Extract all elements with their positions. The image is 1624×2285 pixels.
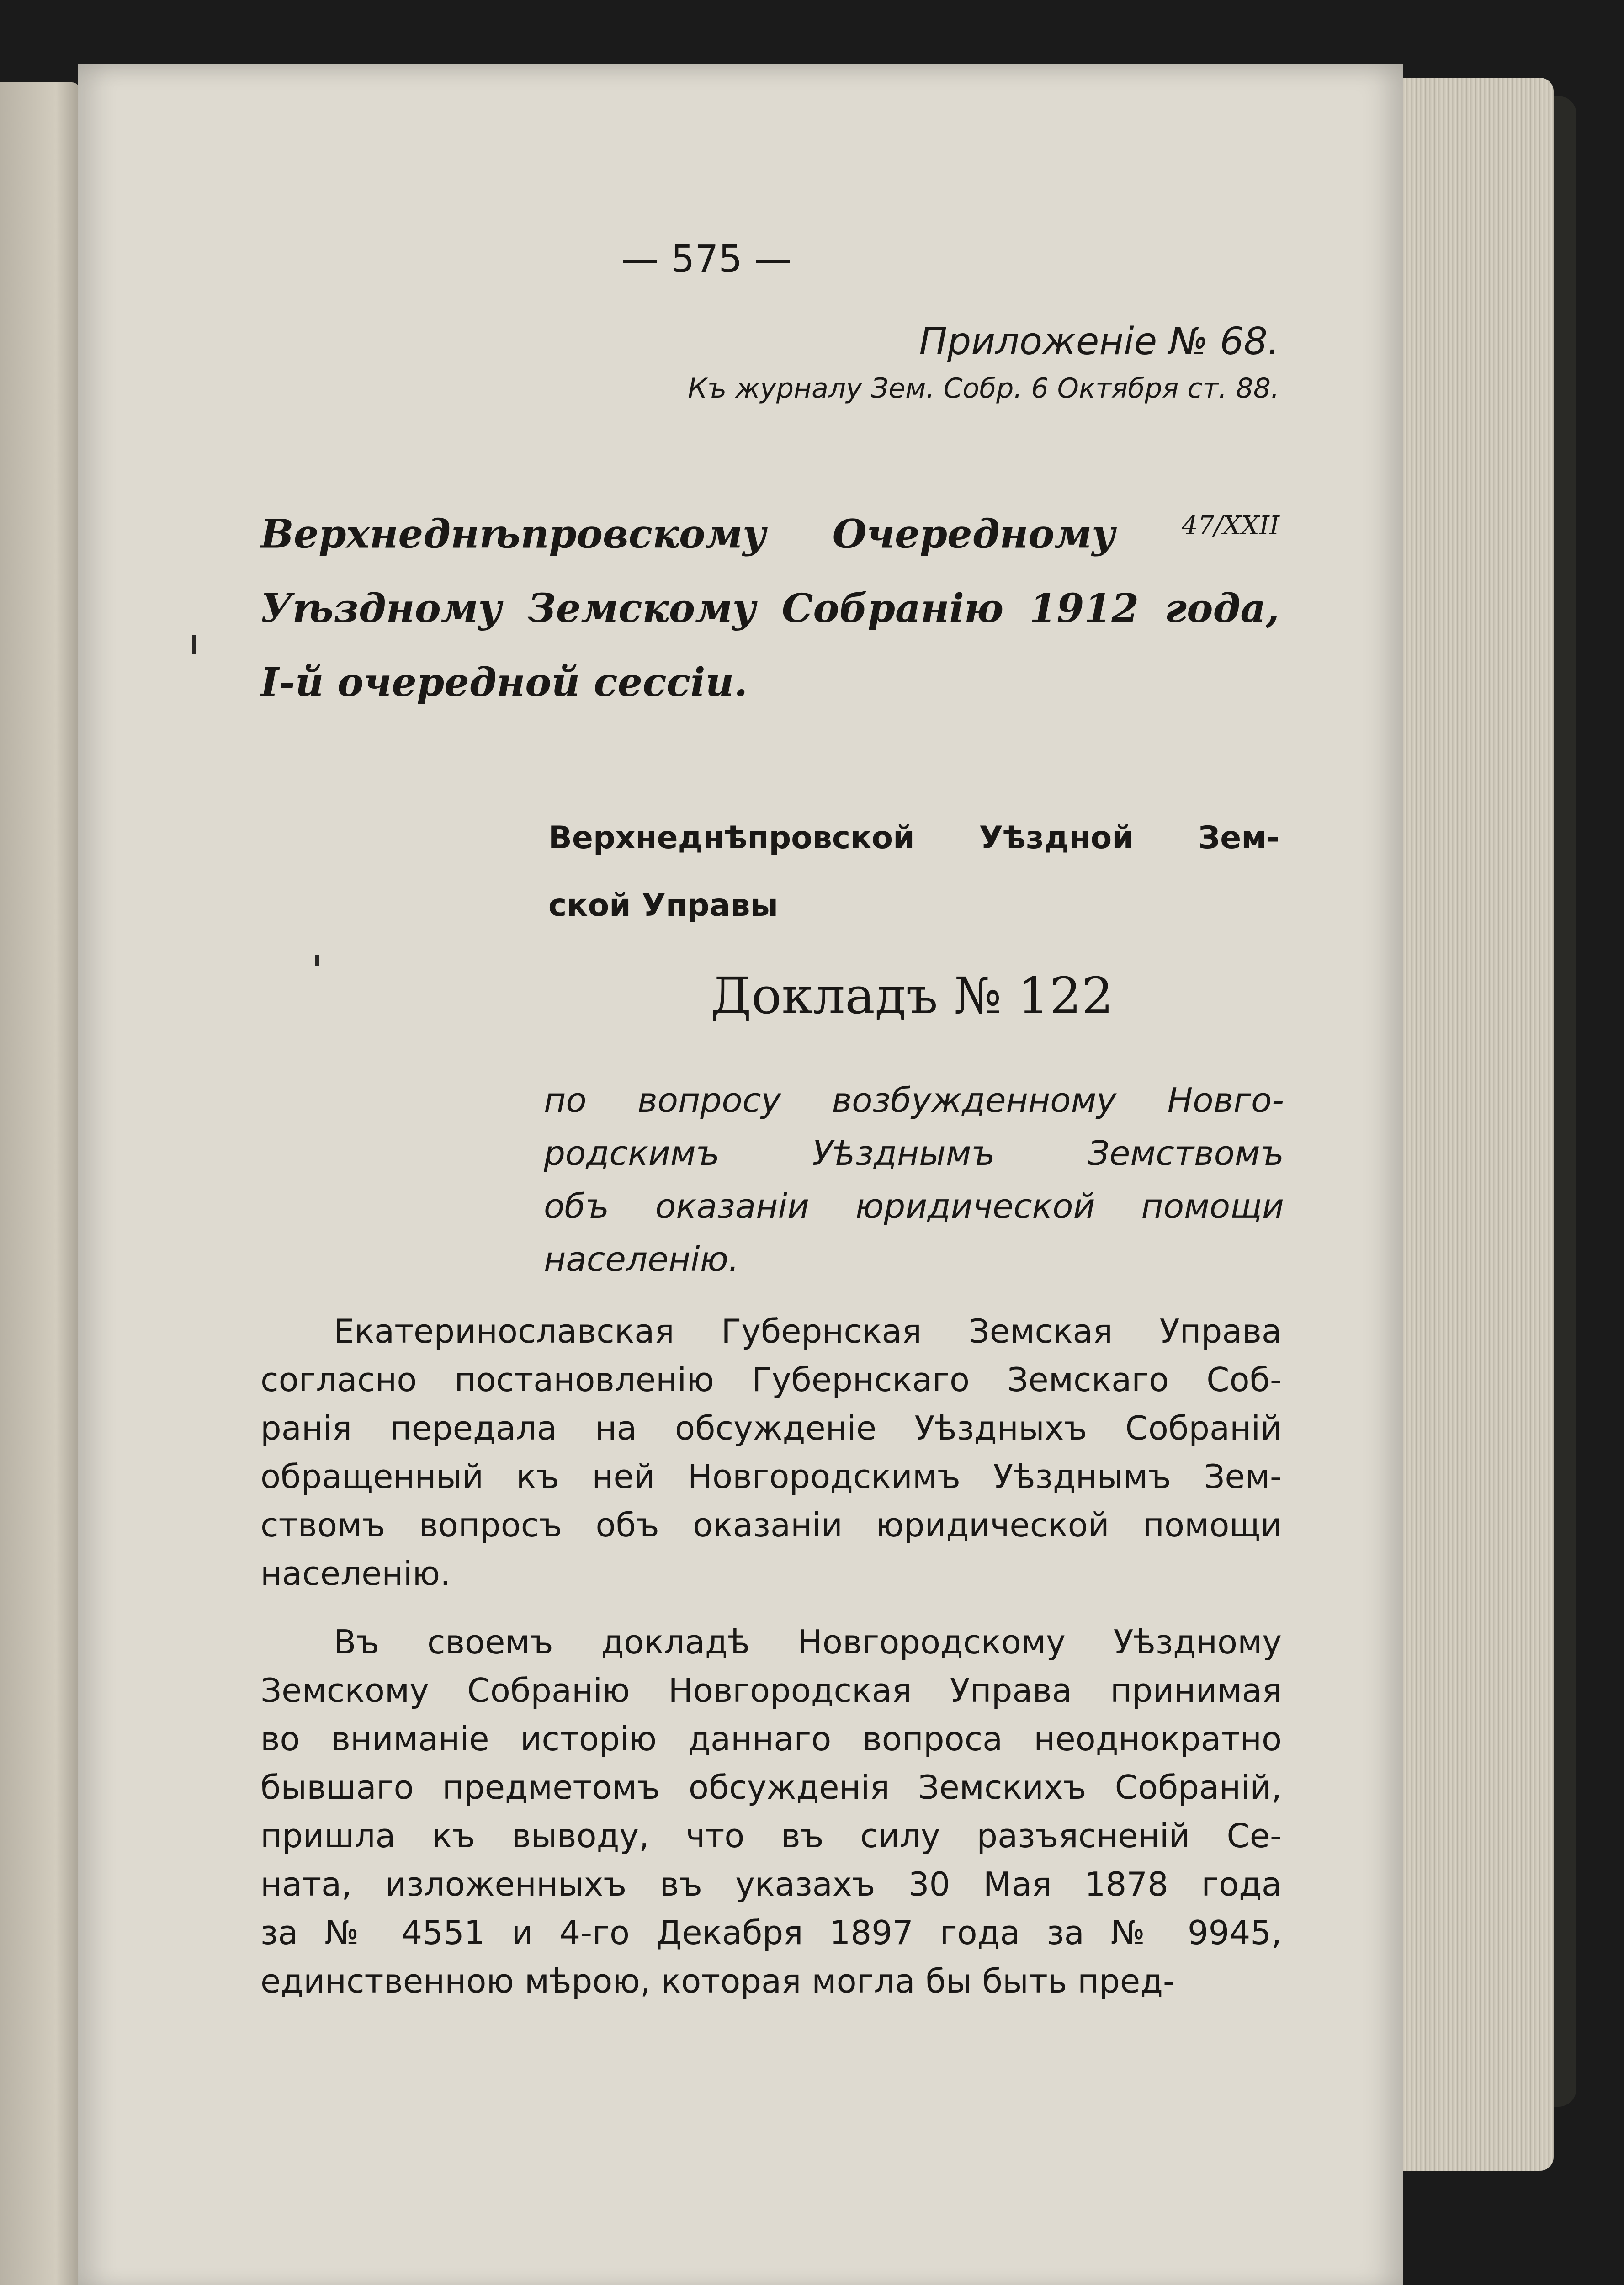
body-paragraph-2 xyxy=(260,1618,1282,2005)
paragraph-line: Земскому Собранiю Новгородская Управа принимая xyxy=(260,1671,1282,1710)
paragraph-line: Екатеринославская Губернская Земская Управа xyxy=(334,1312,1282,1350)
paragraph-line: бывшаго предметомъ обсужденiя Земскихъ Собранiй, xyxy=(260,1768,1282,1807)
margin-mark xyxy=(315,955,319,966)
address-heading xyxy=(260,489,1279,720)
paragraph-line: пришла къ выводу, что въ силу разъясненiй Се- xyxy=(260,1817,1282,1855)
address-line-text: Верхнеднѣпровскому Очередному xyxy=(260,511,1115,558)
address-line: Уѣздному Земскому Собранiю 1912 года, xyxy=(260,585,1279,632)
paragraph-line: Въ своемъ докладѣ Новгородскому Уѣздному xyxy=(334,1623,1282,1661)
left-page-edge xyxy=(0,82,80,2285)
paragraph-line: ната, изложенныхъ въ указахъ 30 Мая 1878 года xyxy=(260,1865,1282,1903)
paragraph-line: во вниманiе исторiю даннаго вопроса неоднократно xyxy=(260,1720,1282,1758)
board-heading xyxy=(548,804,1279,940)
board-line: Верхнеднѣпровской Уѣздной Зем- xyxy=(548,820,1279,856)
paragraph-line: обращенный къ ней Новгородскимъ Уѣзднымъ Зем- xyxy=(260,1457,1282,1496)
subject-line: населенiю. xyxy=(544,1240,739,1279)
subject-line: родскимъ Уѣзднымъ Земствомъ xyxy=(544,1134,1284,1173)
subject-line: объ оказанiи юридической помощи xyxy=(544,1187,1284,1226)
appendix-label: Приложенiе № 68. xyxy=(919,320,1279,363)
paragraph-line: ранiя передала на обсужденiе Уѣздныхъ Собранiй xyxy=(260,1409,1282,1447)
address-fraction: 47/XXII xyxy=(1181,511,1279,541)
paragraph-line: за № 4551 и 4-го Декабря 1897 года за № 9945, xyxy=(260,1913,1282,1952)
body-paragraph-1 xyxy=(260,1307,1282,1598)
page-number: — 575 — xyxy=(621,238,792,281)
subject-line: по вопросу возбужденному Новго- xyxy=(544,1081,1284,1120)
journal-reference: Къ журналу Зем. Собр. 6 Октября ст. 88. xyxy=(688,372,1279,404)
board-line: ской Управы xyxy=(548,887,778,924)
paragraph-line: ствомъ вопросъ объ оказанiи юридической помощи xyxy=(260,1506,1282,1544)
margin-mark xyxy=(192,635,196,654)
paragraph-line: согласно постановленiю Губернскаго Земскаго Соб- xyxy=(260,1360,1282,1399)
paragraph-line: единственною мѣрою, которая могла бы быть пред- xyxy=(260,1962,1175,2000)
book-page xyxy=(78,64,1403,2285)
report-subject xyxy=(544,1074,1284,1286)
address-line: I-й очередной сессiи. xyxy=(260,659,748,706)
report-title: Докладъ № 122 xyxy=(711,967,1114,1025)
paragraph-line: населенiю. xyxy=(260,1554,451,1593)
address-line xyxy=(260,489,1279,572)
